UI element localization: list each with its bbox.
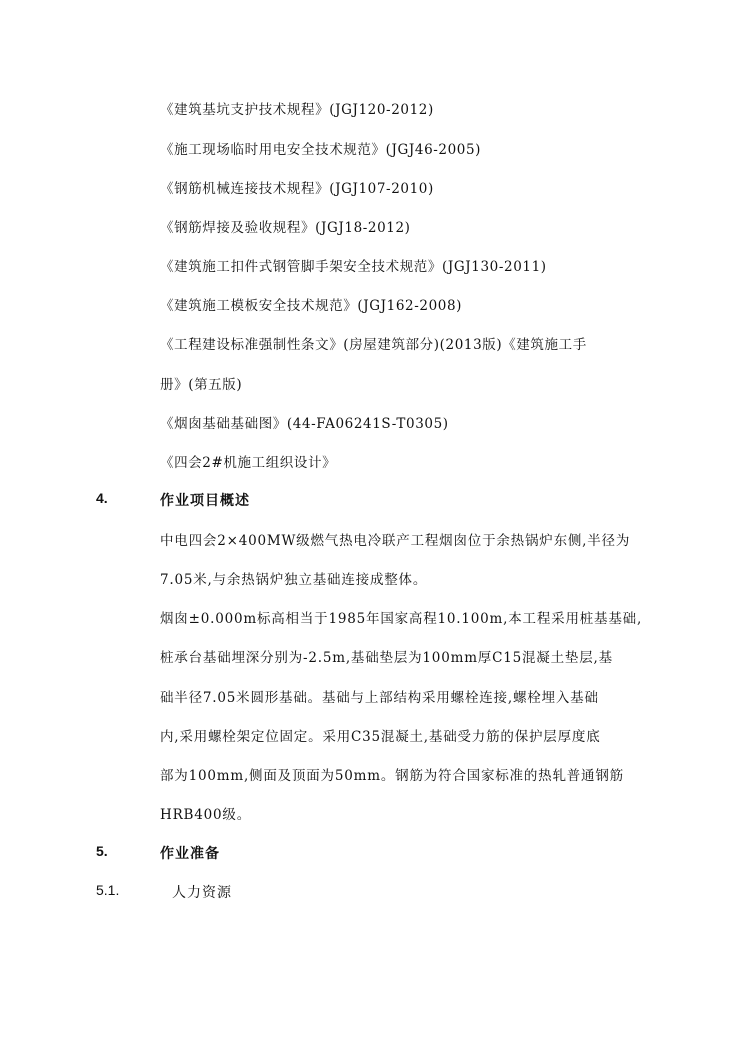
paragraph-line: 桩承台基础埋深分别为-2.5m,基础垫层为100mm厚C15混凝土垫层,基 xyxy=(160,650,613,666)
reference-item: 《建筑基坑支护技术规程》(JGJ120-2012) xyxy=(160,102,434,118)
reference-item: 册》(第五版) xyxy=(160,377,243,393)
section-number: 4. xyxy=(96,490,108,506)
section-number: 5. xyxy=(96,843,108,859)
subsection-number: 5.1. xyxy=(96,882,120,898)
reference-item: 《钢筋机械连接技术规程》(JGJ107-2010) xyxy=(160,181,434,197)
reference-item: 《施工现场临时用电安全技术规范》(JGJ46-2005) xyxy=(160,142,482,158)
paragraph-line: HRB400级。 xyxy=(160,807,252,823)
paragraph-line: 中电四会2×400MW级燃气热电冷联产工程烟囱位于余热锅炉东侧,半径为 xyxy=(160,533,631,549)
section-title: 作业准备 xyxy=(160,846,220,862)
reference-item: 《四会2#机施工组织设计》 xyxy=(160,455,337,471)
reference-item: 《建筑施工模板安全技术规范》(JGJ162-2008) xyxy=(160,298,463,314)
paragraph-line: 7.05米,与余热锅炉独立基础连接成整体。 xyxy=(160,572,428,588)
paragraph-line: 内,采用螺栓架定位固定。采用C35混凝土,基础受力筋的保护层厚度底 xyxy=(160,729,601,745)
reference-item: 《烟囱基础基础图》(44-FA06241S-T0305) xyxy=(160,416,449,432)
reference-item: 《工程建设标准强制性条文》(房屋建筑部分)(2013版)《建筑施工手 xyxy=(160,337,587,353)
paragraph-line: 烟囱±0.000m标高相当于1985年国家高程10.100m,本工程采用桩基基础, xyxy=(160,611,643,627)
paragraph-line: 部为100mm,侧面及顶面为50mm。钢筋为符合国家标准的热轧普通钢筋 xyxy=(160,768,624,784)
reference-item: 《建筑施工扣件式钢管脚手架安全技术规范》(JGJ130-2011) xyxy=(160,259,547,275)
section-title: 作业项目概述 xyxy=(160,493,250,509)
subsection-title: 人力资源 xyxy=(172,885,232,901)
paragraph-line: 础半径7.05米圆形基础。基础与上部结构采用螺栓连接,螺栓埋入基础 xyxy=(160,690,599,706)
reference-item: 《钢筋焊接及验收规程》(JGJ18-2012) xyxy=(160,220,411,236)
